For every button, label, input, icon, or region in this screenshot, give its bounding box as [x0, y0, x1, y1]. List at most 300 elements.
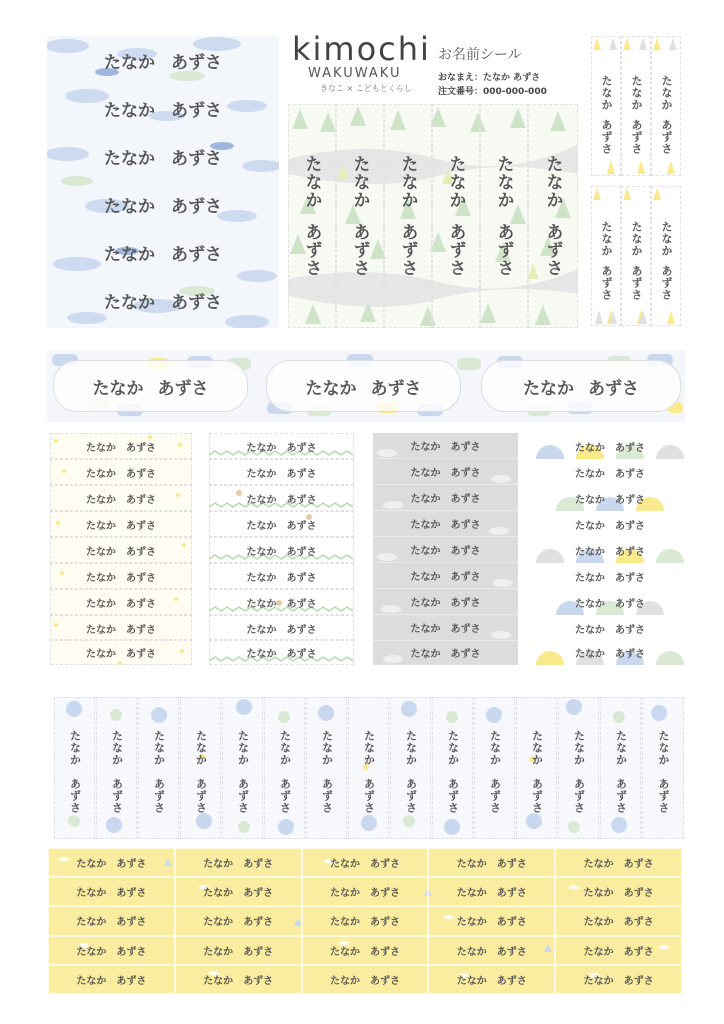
given-name: あずさ: [446, 778, 460, 814]
family-name: たなか: [530, 730, 544, 766]
given-name: あずさ: [496, 917, 527, 929]
given-name: あずさ: [397, 223, 418, 277]
forest-label: [288, 104, 336, 328]
given-name: あずさ: [126, 546, 156, 558]
given-name: あずさ: [286, 648, 317, 660]
family-name: たなか: [575, 648, 605, 660]
family-name: たなか: [583, 917, 614, 929]
small-vertical-sheet-bottom: [591, 186, 681, 326]
family-name: たなか: [76, 975, 107, 987]
fish-label: [47, 276, 279, 324]
arch-label: [536, 563, 684, 589]
given-name: あずさ: [116, 859, 147, 871]
given-name: あずさ: [615, 572, 645, 584]
given-name: あずさ: [243, 859, 274, 871]
family-name: たなか: [246, 624, 277, 636]
given-name: あずさ: [630, 265, 643, 301]
given-name: あずさ: [171, 52, 222, 73]
brand-logo: kimochi: [292, 30, 431, 68]
family-name: たなか: [203, 975, 234, 987]
given-name: あずさ: [243, 975, 274, 987]
family-name: たなか: [575, 468, 605, 480]
balloon-label: [264, 697, 305, 839]
balloon-label: [474, 697, 515, 839]
header: [290, 30, 585, 100]
grass-label: [209, 563, 354, 589]
family-name: たなか: [410, 468, 441, 479]
family-name: たなか: [104, 52, 155, 73]
bird-label: [48, 848, 175, 877]
family-name: たなか: [542, 155, 563, 209]
family-name: たなか: [236, 730, 250, 766]
given-name: あずさ: [286, 442, 317, 454]
fish-label: [47, 228, 279, 276]
family-name: たなか: [410, 624, 441, 635]
family-name: たなか: [410, 546, 441, 557]
arch-label: [536, 511, 684, 537]
given-name: あずさ: [615, 520, 645, 532]
family-name: たなか: [329, 917, 360, 929]
family-name: たなか: [329, 859, 360, 871]
family-name: たなか: [456, 917, 487, 929]
family-name: たなか: [86, 624, 116, 636]
given-name: あずさ: [615, 648, 645, 660]
sub-brand: WAKUWAKU: [308, 66, 402, 81]
bird-label: [302, 848, 429, 877]
given-name: あずさ: [110, 778, 124, 814]
family-name: たなか: [246, 468, 277, 480]
bird-label: [302, 965, 429, 994]
given-name: あずさ: [278, 778, 292, 814]
family-name: たなか: [410, 598, 441, 609]
order-field: [438, 84, 547, 97]
family-name: たなか: [329, 888, 360, 900]
family-name: たなか: [76, 859, 107, 871]
balloon-label: [390, 697, 431, 839]
bird-label: [555, 877, 682, 906]
family-name: たなか: [86, 468, 116, 480]
arch-label: [536, 639, 684, 665]
small-vertical-label: [621, 36, 651, 176]
balloon-label: [558, 697, 599, 839]
dot-label: [50, 589, 192, 615]
car-label: [481, 360, 681, 412]
given-name: あずさ: [171, 100, 222, 121]
given-name: あずさ: [243, 917, 274, 929]
family-name: たなか: [86, 598, 116, 610]
forest-label: [480, 104, 528, 328]
family-name: たなか: [456, 946, 487, 958]
family-name: たなか: [329, 975, 360, 987]
small-vertical-label: [591, 186, 621, 326]
family-name: たなか: [523, 378, 574, 399]
arch-label: [536, 433, 684, 459]
grass-label: [209, 537, 354, 563]
arch-label: [536, 485, 684, 511]
product-title: お名前シール: [438, 47, 522, 63]
family-name: たなか: [86, 648, 116, 660]
name-field: [438, 70, 540, 83]
bird-label: [175, 965, 302, 994]
family-name: たなか: [575, 546, 605, 558]
given-name: あずさ: [496, 888, 527, 900]
grass-label: [209, 485, 354, 511]
balloon-label: [222, 697, 263, 839]
balloon-label: [138, 697, 179, 839]
given-name: あずさ: [152, 778, 166, 814]
given-name: あずさ: [542, 223, 563, 277]
given-name: あずさ: [615, 624, 645, 636]
family-name: たなか: [575, 442, 605, 454]
given-name: あずさ: [116, 888, 147, 900]
given-name: あずさ: [286, 468, 317, 480]
given-name: あずさ: [588, 378, 639, 399]
balloon-label: [54, 697, 95, 839]
family-name: たなか: [86, 546, 116, 558]
family-name: たなか: [660, 221, 673, 257]
balloon-label: [180, 697, 221, 839]
arch-label-sheet: [536, 431, 684, 667]
forest-label-sheet: [288, 104, 578, 328]
bird-label: [302, 906, 429, 935]
family-name: たなか: [329, 946, 360, 958]
family-name: たなか: [488, 730, 502, 766]
given-name: あずさ: [171, 148, 222, 169]
small-vertical-label: [651, 36, 681, 176]
dot-label: [50, 615, 192, 641]
given-name: あずさ: [614, 778, 628, 814]
family-name: たなか: [456, 888, 487, 900]
balloon-label: [96, 697, 137, 839]
forest-label: [528, 104, 578, 328]
given-name: あずさ: [320, 778, 334, 814]
family-name: たなか: [410, 442, 441, 453]
family-name: たなか: [397, 155, 418, 209]
bird-label: [302, 877, 429, 906]
given-name: あずさ: [126, 468, 156, 480]
family-name: たなか: [76, 888, 107, 900]
order-field-label: 注文番号：: [438, 87, 484, 97]
small-vertical-label: [591, 36, 621, 176]
given-name: あずさ: [404, 778, 418, 814]
cloud-label: [373, 485, 518, 511]
given-name: あずさ: [286, 598, 317, 610]
grass-label: [209, 639, 354, 665]
given-name: あずさ: [126, 598, 156, 610]
family-name: たなか: [630, 221, 643, 257]
given-name: あずさ: [116, 975, 147, 987]
given-name: あずさ: [450, 648, 481, 660]
bird-label: [48, 965, 175, 994]
grass-label: [209, 511, 354, 537]
balloon-label: [306, 697, 347, 839]
given-name: あずさ: [126, 494, 156, 506]
given-name: あずさ: [286, 624, 317, 636]
dot-label: [50, 511, 192, 537]
bird-label: [175, 848, 302, 877]
fish-label: [47, 132, 279, 180]
given-name: あずさ: [445, 223, 466, 277]
balloon-label: [642, 697, 684, 839]
dot-label-sheet: [50, 433, 192, 665]
car-label: [266, 360, 461, 412]
bird-label: [48, 877, 175, 906]
bird-label: [428, 936, 555, 965]
given-name: あずさ: [286, 520, 317, 532]
bird-label: [555, 906, 682, 935]
given-name: あずさ: [301, 223, 322, 277]
family-name: たなか: [600, 75, 613, 111]
given-name: あずさ: [630, 119, 643, 155]
given-name: あずさ: [362, 778, 376, 814]
given-name: あずさ: [657, 778, 670, 814]
given-name: あずさ: [369, 975, 400, 987]
dot-label: [50, 485, 192, 511]
family-name: たなか: [104, 100, 155, 121]
small-vertical-label: [621, 186, 651, 326]
family-name: たなか: [86, 442, 116, 454]
forest-label: [432, 104, 480, 328]
family-name: たなか: [614, 730, 628, 766]
bird-label: [428, 848, 555, 877]
arch-label: [536, 615, 684, 641]
order-number: 000-000-000: [483, 87, 547, 97]
bird-label: [555, 848, 682, 877]
bird-label: [175, 936, 302, 965]
family-name: たなか: [110, 730, 124, 766]
cloud-label-sheet: [373, 433, 518, 665]
family-name: たなか: [572, 730, 586, 766]
grass-label-sheet: [209, 433, 354, 665]
family-name: たなか: [86, 520, 116, 532]
family-name: たなか: [456, 975, 487, 987]
family-name: たなか: [203, 888, 234, 900]
bird-label: [175, 906, 302, 935]
forest-label: [384, 104, 432, 328]
arch-label: [536, 537, 684, 563]
given-name: あずさ: [615, 468, 645, 480]
family-name: たなか: [76, 946, 107, 958]
family-name: たなか: [246, 442, 277, 454]
cloud-label: [373, 459, 518, 485]
arch-label: [536, 459, 684, 485]
given-name: あずさ: [126, 572, 156, 584]
given-name: あずさ: [488, 778, 502, 814]
family-name: たなか: [76, 917, 107, 929]
given-name: あずさ: [349, 223, 370, 277]
given-name: あずさ: [157, 378, 209, 399]
family-name: たなか: [456, 859, 487, 871]
dot-label: [50, 563, 192, 589]
given-name: あずさ: [530, 778, 544, 814]
cloud-label: [373, 433, 518, 459]
family-name: たなか: [104, 244, 155, 265]
grass-label: [209, 615, 354, 641]
family-name: たなか: [86, 494, 116, 506]
forest-label: [336, 104, 384, 328]
grass-label: [209, 459, 354, 485]
given-name: あずさ: [450, 546, 481, 557]
bird-label: [302, 936, 429, 965]
given-name: あずさ: [493, 223, 514, 277]
bird-label: [175, 877, 302, 906]
given-name: あずさ: [116, 917, 147, 929]
small-vertical-sheet-top: [591, 36, 681, 176]
family-name: たなか: [404, 730, 418, 766]
family-name: たなか: [630, 75, 643, 111]
bird-label: [428, 965, 555, 994]
family-name: たなか: [246, 572, 277, 584]
given-name: あずさ: [450, 442, 481, 453]
family-name: たなか: [493, 155, 514, 209]
given-name: あずさ: [660, 265, 673, 301]
family-name: たなか: [104, 292, 155, 313]
family-name: たなか: [583, 975, 614, 987]
fish-label: [47, 36, 279, 84]
fish-label: [47, 180, 279, 228]
cloud-label: [373, 563, 518, 589]
given-name: あずさ: [194, 778, 208, 814]
given-name: あずさ: [600, 119, 613, 155]
given-name: あずさ: [286, 494, 317, 506]
car-label: [53, 360, 248, 412]
given-name: あずさ: [496, 859, 527, 871]
given-name: あずさ: [496, 975, 527, 987]
given-name: あずさ: [623, 888, 654, 900]
family-name: たなか: [305, 378, 357, 399]
bird-label: [428, 906, 555, 935]
grass-label: [209, 589, 354, 615]
family-name: たなか: [657, 730, 670, 766]
cloud-label: [373, 537, 518, 563]
given-name: あずさ: [615, 494, 645, 506]
family-name: たなか: [104, 148, 155, 169]
car-label-sheet: [47, 350, 685, 422]
cloud-label: [373, 589, 518, 615]
family-name: たなか: [410, 494, 441, 505]
dot-label: [50, 459, 192, 485]
given-name: あずさ: [369, 917, 400, 929]
given-name: あずさ: [236, 778, 250, 814]
given-name: あずさ: [450, 572, 481, 583]
given-name: あずさ: [126, 442, 156, 454]
bird-label: [555, 965, 682, 994]
given-name: あずさ: [171, 244, 222, 265]
given-name: あずさ: [243, 888, 274, 900]
family-name: たなか: [203, 917, 234, 929]
family-name: たなか: [301, 155, 322, 209]
family-name: たなか: [583, 946, 614, 958]
given-name: あずさ: [615, 546, 645, 558]
family-name: たなか: [246, 648, 277, 660]
family-name: たなか: [583, 859, 614, 871]
given-name: あずさ: [450, 468, 481, 479]
given-name: あずさ: [660, 119, 673, 155]
given-name: あずさ: [369, 888, 400, 900]
given-name: あずさ: [370, 378, 422, 399]
family-name: たなか: [152, 730, 166, 766]
balloon-label-sheet: [54, 697, 684, 839]
given-name: あずさ: [243, 946, 274, 958]
family-name: たなか: [660, 75, 673, 111]
family-name: たなか: [600, 221, 613, 257]
given-name: あずさ: [623, 917, 654, 929]
balloon-label: [348, 697, 389, 839]
small-vertical-label: [651, 186, 681, 326]
name-field-value: たなか あずさ: [483, 73, 541, 83]
family-name: たなか: [203, 859, 234, 871]
grass-label: [209, 433, 354, 459]
given-name: あずさ: [623, 975, 654, 987]
family-name: たなか: [445, 155, 466, 209]
given-name: あずさ: [496, 946, 527, 958]
family-name: たなか: [86, 572, 116, 584]
fish-label: [47, 84, 279, 132]
family-name: たなか: [575, 572, 605, 584]
given-name: あずさ: [286, 546, 317, 558]
given-name: あずさ: [450, 494, 481, 505]
family-name: たなか: [583, 888, 614, 900]
dot-label: [50, 433, 192, 459]
family-name: たなか: [575, 598, 605, 610]
given-name: あずさ: [286, 572, 317, 584]
given-name: あずさ: [126, 520, 156, 532]
given-name: あずさ: [171, 292, 222, 313]
cloud-label: [373, 639, 518, 665]
given-name: あずさ: [623, 946, 654, 958]
given-name: あずさ: [116, 946, 147, 958]
family-name: たなか: [362, 730, 376, 766]
given-name: あずさ: [615, 442, 645, 454]
given-name: あずさ: [450, 520, 481, 531]
family-name: たなか: [349, 155, 370, 209]
family-name: たなか: [410, 572, 441, 583]
given-name: あずさ: [450, 624, 481, 635]
given-name: あずさ: [623, 859, 654, 871]
given-name: あずさ: [126, 624, 156, 636]
family-name: たなか: [446, 730, 460, 766]
balloon-label: [516, 697, 557, 839]
family-name: たなか: [203, 946, 234, 958]
cloud-label: [373, 615, 518, 641]
family-name: たなか: [575, 624, 605, 636]
name-field-label: おなまえ：: [438, 73, 484, 83]
given-name: あずさ: [450, 598, 481, 609]
dot-label: [50, 537, 192, 563]
bird-label: [48, 936, 175, 965]
family-name: たなか: [575, 494, 605, 506]
family-name: たなか: [320, 730, 334, 766]
given-name: あずさ: [369, 946, 400, 958]
cloud-label: [373, 511, 518, 537]
fish-label-sheet: [47, 36, 279, 328]
given-name: あずさ: [600, 265, 613, 301]
family-name: たなか: [246, 546, 277, 558]
family-name: たなか: [278, 730, 292, 766]
family-name: たなか: [194, 730, 208, 766]
bird-label: [48, 906, 175, 935]
family-name: たなか: [104, 196, 155, 217]
bird-label-sheet: [48, 848, 682, 994]
family-name: たなか: [246, 494, 277, 506]
given-name: あずさ: [615, 598, 645, 610]
given-name: あずさ: [126, 648, 156, 660]
dot-label: [50, 639, 192, 665]
family-name: たなか: [68, 730, 82, 766]
family-name: たなか: [92, 378, 144, 399]
family-name: たなか: [246, 520, 277, 532]
given-name: あずさ: [171, 196, 222, 217]
